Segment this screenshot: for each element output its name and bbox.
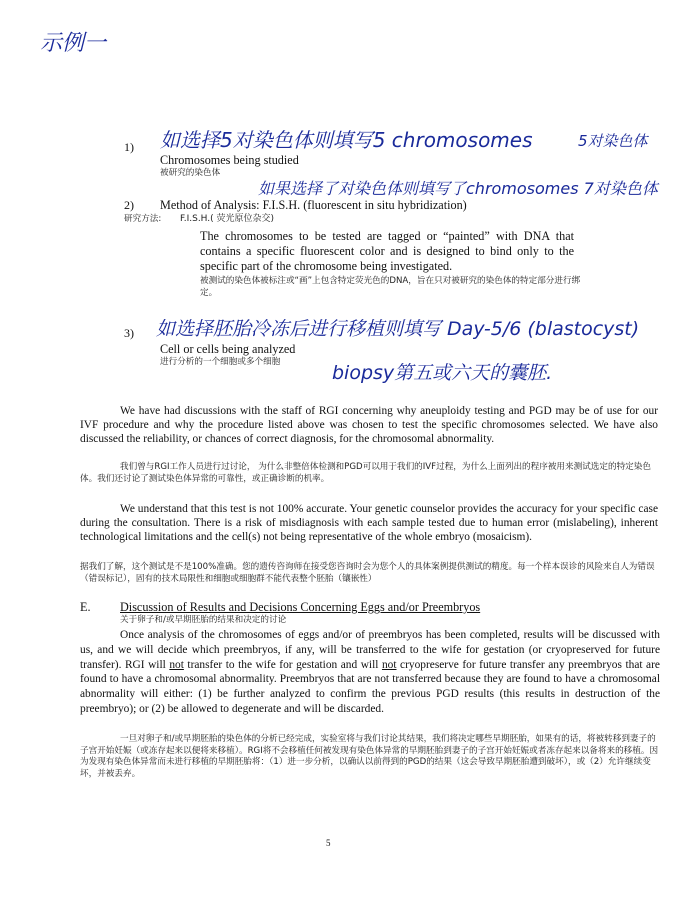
handwritten-annotation-top: 示例一 [40,31,107,56]
paragraph-discussion: We have had discussions with the staff of RGI concerning why aneuploidy testing and PGD may be of use for our IVF procedure and why the procedure listed above was chosen to test the specific chromosomes selected. We have also discussed the reliability, or chances of correct diagnosis, for the chromosomal abnormality. [80,405,658,445]
item-3-number: 3) [124,326,134,340]
item-1-handwriting-right: 5对染色体 [578,132,648,150]
item-2-description-cn: 被测试的染色体被标注或“画”上包含特定荧光色的DNA，旨在只对被研究的染色体的特定部分进行绑定。 [200,276,581,298]
section-e-paragraph: Once analysis of the chromosomes of eggs and/or of preembryos has been completed, results will be discussed with us, and we will decide which preembryos, if any, will be transferred to the wife for gestation (or cryopreserved for future transfer). RGI will not transfer to the wife for gestation and will not cryopreserve for future transfer any preembryos that are found to have a chromosomal abnormality. Preembryos that are not transferred because they are found to have a chromosomal abnormality will either: (1) be further analyzed to confirm the previous PGD results (this results in destruction of the preembryo); or (2) be allowed to degenerate and will be discarded. [80,629,660,715]
item-1-handwriting-2: 如果选择了对染色体则填写了chromosomes 7对染色体 [258,179,658,198]
item-3-handwriting-2: biopsy第五或六天的囊胚. [332,362,553,384]
item-2-title: Method of Analysis: F.I.S.H. (fluorescent in situ hybridization) [160,198,467,212]
item-3-handwriting: 如选择胚胎冷冻后进行移植则填写 Day-5/6 (blastocyst) [156,318,640,340]
paragraph-accuracy-cn: 据我们了解，这个测试是不是100%准确。您的遗传咨询师在接受您咨询时会为您个人的具体案例提供测试的精度。每一个样本误诊的风险来自人为错误（错误标记），固有的技术局限性和细胞或细胞群不能代表整个胚胎（镶嵌性） [80,562,655,584]
item-2-number: 2) [124,198,134,212]
item-1-number: 1) [124,140,134,154]
page-number: 5 [326,838,331,848]
item-1-label: Chromosomes being studied [160,153,299,167]
paragraph-accuracy: We understand that this test is not 100% accurate. Your genetic counselor provides the accuracy for your specific case during the consultation. There is a risk of misdiagnosis with each sample tested due to human error (mislabeling), inherent technological limitations and the cell(s) not being representative of the whole embryo (mosaicism). [80,503,658,543]
item-3-label-cn: 进行分析的一个细胞或多个细胞 [160,357,281,367]
item-1-handwriting: 如选择5对染色体则填写5 chromosomes [160,128,533,152]
section-e-title-cn: 关于卵子和/或早期胚胎的结果和决定的讨论 [120,615,287,625]
item-2-title-cn: 研究方法: [124,214,162,224]
item-3-label: Cell or cells being analyzed [160,342,296,356]
paragraph-discussion-cn: 我们曾与RGI工作人员进行过讨论， 为什么非整倍体检测和PGD可以用于我们的IVF过程，为什么上面列出的程序被用来测试选定的特定染色体。我们还讨论了测试染色体异常的可靠性，或正确诊断的机率。 [80,462,651,484]
item-1-label-cn: 被研究的染色体 [160,168,221,178]
section-e-title: Discussion of Results and Decisions Concerning Eggs and/or Preembryos [120,600,481,614]
section-e-paragraph-cn: 一旦对卵子和/或早期胚胎的染色体的分析已经完成，实验室将与我们讨论其结果，我们将决定哪些早期胚胎，如果有的话，将被转移到妻子的子宫开始妊娠（或冻存起来以便将来移植）。RGI将不会移植任何被发现有染色体异常的早期胚胎到妻子的子宫开始妊娠或者冻存起来以备将来的移植。因为发现有染色体异常而未进行移植的早期胚胎将：（1）进一步分析，以确认以前得到的PGD的结果（这会导致早期胚胎遭到破坏），或（2）允许继续变坏，并被丢弃。 [80,734,659,779]
item-2-title-cn-value: F.I.S.H.( 荧光原位杂交) [180,214,275,224]
section-e-letter: E. [80,600,91,614]
item-2-description: The chromosomes to be tested are tagged or “painted” with DNA that contains a specific fluorescent color and is designed to bind only to the specific part of the chromosome being investigated. [200,229,574,274]
